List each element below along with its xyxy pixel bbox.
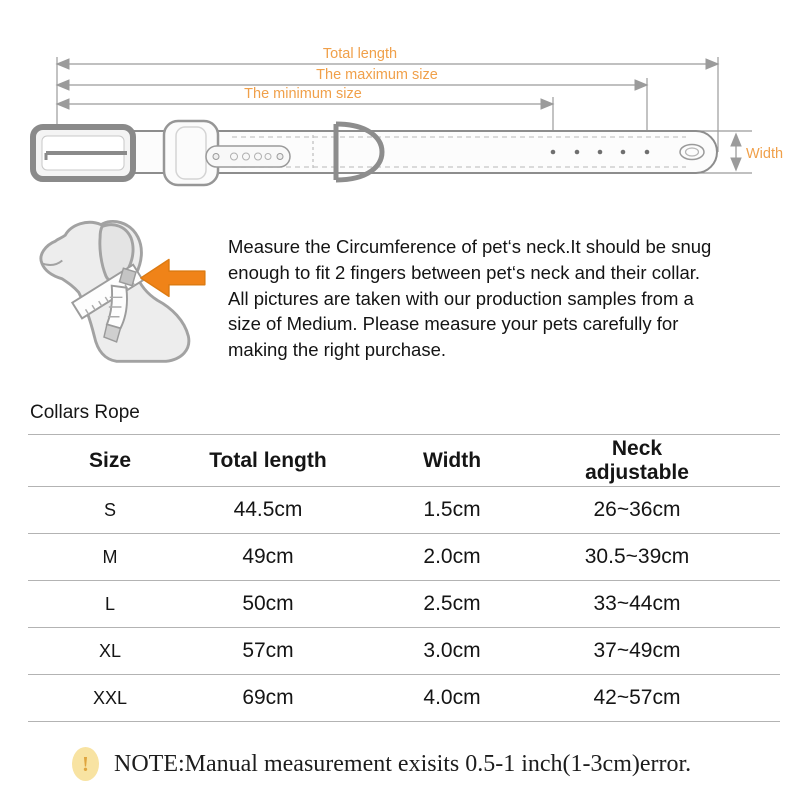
width-dimension xyxy=(736,135,783,169)
total-length-cell: 44.5cm xyxy=(233,498,303,521)
neck-adjustable-cell: 26~36cm xyxy=(593,498,681,521)
nameplate xyxy=(206,146,290,167)
size-cell: M xyxy=(102,546,118,567)
exclamation-icon: ! xyxy=(72,747,99,781)
col-header-total-length: Total length xyxy=(209,448,327,472)
instruction-line: size of Medium. Please measure your pets carefully for xyxy=(228,313,679,335)
collar-measurement-diagram xyxy=(0,0,800,212)
neck-adjustable-cell: 42~57cm xyxy=(593,686,681,709)
instruction-line: Measure the Circumference of pet‘s neck.It should be snug xyxy=(228,236,712,257)
maximum-size-label: The maximum size xyxy=(316,67,438,83)
table-row xyxy=(28,628,780,675)
note-row xyxy=(72,744,691,784)
size-table xyxy=(28,434,780,722)
table-header-row xyxy=(28,435,780,487)
table-row xyxy=(28,534,780,581)
neck-adjustable-cell: 30.5~39cm xyxy=(584,545,690,568)
buckle xyxy=(33,127,133,179)
width-cell: 2.5cm xyxy=(423,592,481,615)
total-length-cell: 57cm xyxy=(242,639,294,662)
instruction-line: enough to fit 2 fingers between pet‘s neck and their collar. xyxy=(228,261,701,283)
note-text: NOTE:Manual measurement exisits 0.5-1 inch(1-3cm)error. xyxy=(114,750,692,777)
width-label: Width xyxy=(746,146,784,162)
neck-adjustable-cell: 37~49cm xyxy=(593,639,681,662)
total-length-cell: 69cm xyxy=(242,686,294,709)
size-cell: S xyxy=(103,499,116,520)
tape-buckle xyxy=(120,268,136,285)
instruction-line: making the right purchase. xyxy=(228,339,447,361)
table-row xyxy=(28,581,780,628)
total-length-cell: 49cm xyxy=(242,545,294,568)
minimum-size-label: The minimum size xyxy=(244,86,362,102)
size-cell: L xyxy=(104,593,115,614)
width-cell: 4.0cm xyxy=(423,686,481,709)
table-title: Collars Rope xyxy=(30,402,140,423)
width-cell: 3.0cm xyxy=(423,639,481,662)
instruction-line: All pictures are taken with our production samples from a xyxy=(228,287,694,309)
measure-pointer-arrow-icon xyxy=(141,260,205,297)
minimum-size-dimension xyxy=(58,86,552,104)
neck-adjustable-cell: 33~44cm xyxy=(593,592,681,615)
measuring-instructions xyxy=(228,234,758,363)
col-header-neck-adjustable: Neck adjustable xyxy=(585,436,689,484)
col-header-size: Size xyxy=(88,448,132,472)
collar-illustration xyxy=(33,121,717,185)
table-row xyxy=(28,487,780,534)
size-cell: XXL xyxy=(92,687,128,708)
table-row xyxy=(28,675,780,722)
maximum-size-dimension xyxy=(58,67,646,85)
total-length-cell: 50cm xyxy=(242,592,294,615)
dog-measuring-illustration xyxy=(22,212,217,372)
size-cell: XL xyxy=(98,640,122,661)
total-length-dimension xyxy=(58,46,717,64)
total-length-label: Total length xyxy=(322,46,398,62)
width-cell: 1.5cm xyxy=(423,498,481,521)
col-header-width: Width xyxy=(422,448,482,472)
width-cell: 2.0cm xyxy=(423,545,481,568)
